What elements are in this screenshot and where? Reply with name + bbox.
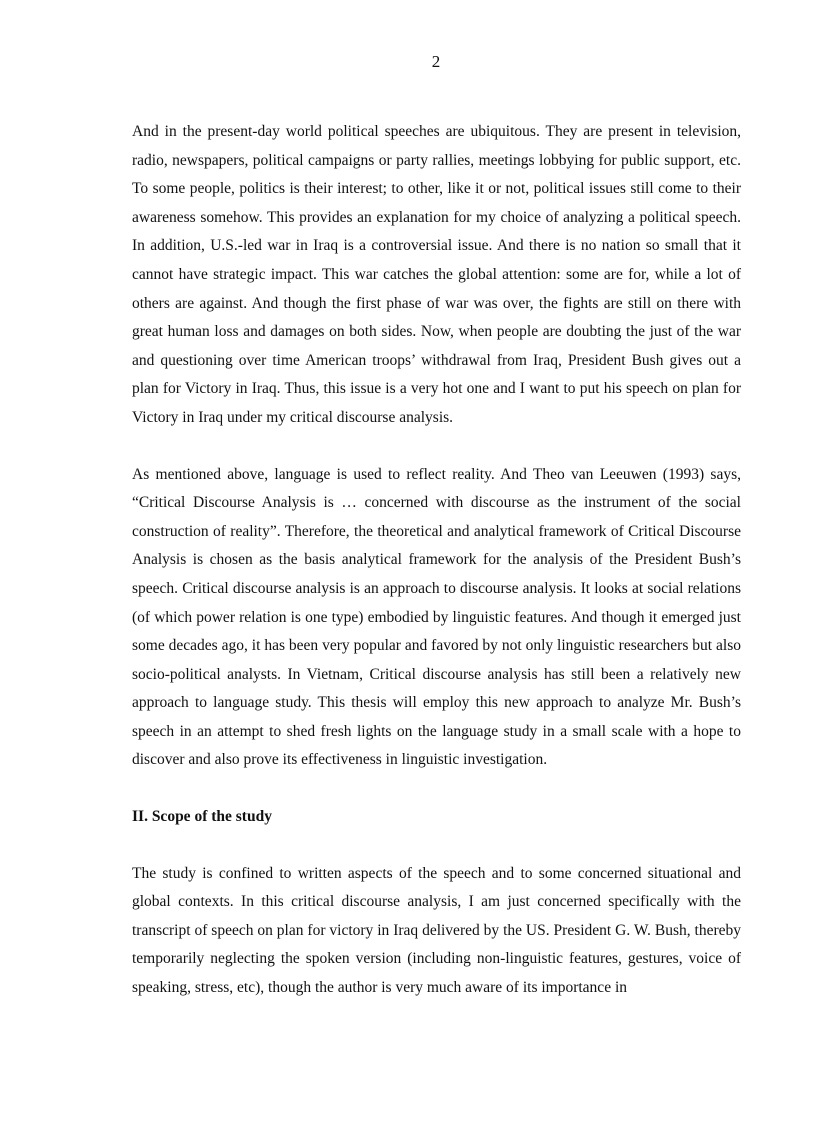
document-body bbox=[132, 118, 741, 1003]
paragraph-critical-discourse-analysis: As mentioned above, language is used to reflect reality. And Theo van Leeuwen (1993) says, “Critical Discourse Analysis is … concerned with discourse as the instrument of the social construction of reality”. Therefore, the theoretical and analytical framework of Critical Discourse Analysis is chosen as the basis analytical framework for the analysis of the President Bush’s speech. Critical discourse analysis is an approach to discourse analysis. It looks at social relations (of which power relation is one type) embodied by linguistic features. And though it emerged just some decades ago, it has been very popular and favored by not only linguistic researchers but also socio-political analysts. In Vietnam, Critical discourse analysis has still been a relatively new approach to language study. This thesis will employ this new approach to analyze Mr. Bush’s speech in an attempt to shed fresh lights on the language study in a small scale with a hope to discover and also prove its effectiveness in linguistic investigation. bbox=[132, 465, 741, 769]
section-heading-scope: II. Scope of the study bbox=[132, 808, 272, 826]
page-number: 2 bbox=[431, 52, 441, 71]
paragraph-scope: The study is confined to written aspects of the speech and to some concerned situational and global contexts. In this critical discourse analysis, I am just concerned specifically with the transcript of speech on plan for victory in Iraq delivered by the US. President G. W. Bush, thereby temporarily neglecting the spoken version (including non-linguistic features, gestures, voice of speaking, stress, etc), though the author is very much aware of its importance in bbox=[132, 864, 741, 997]
paragraph-political-speeches: And in the present-day world political speeches are ubiquitous. They are present in television, radio, newspapers, political campaigns or party rallies, meetings lobbying for public support, etc. To some people, politics is their interest; to other, like it or not, political issues still come to their awareness somehow. This provides an explanation for my choice of analyzing a political speech. In addition, U.S.-led war in Iraq is a controversial issue. And there is no nation so small that it cannot have strategic impact. This war catches the global attention: some are for, while a lot of others are against. And though the first phase of war was over, the fights are still on there with great human loss and damages on both sides. Now, when people are doubting the just of the war and questioning over time American troops’ withdrawal from Iraq, President Bush gives out a plan for Victory in Iraq. Thus, this issue is a very hot one and I want to put his speech on plan for Victory in Iraq under my critical discourse analysis. bbox=[132, 123, 741, 426]
